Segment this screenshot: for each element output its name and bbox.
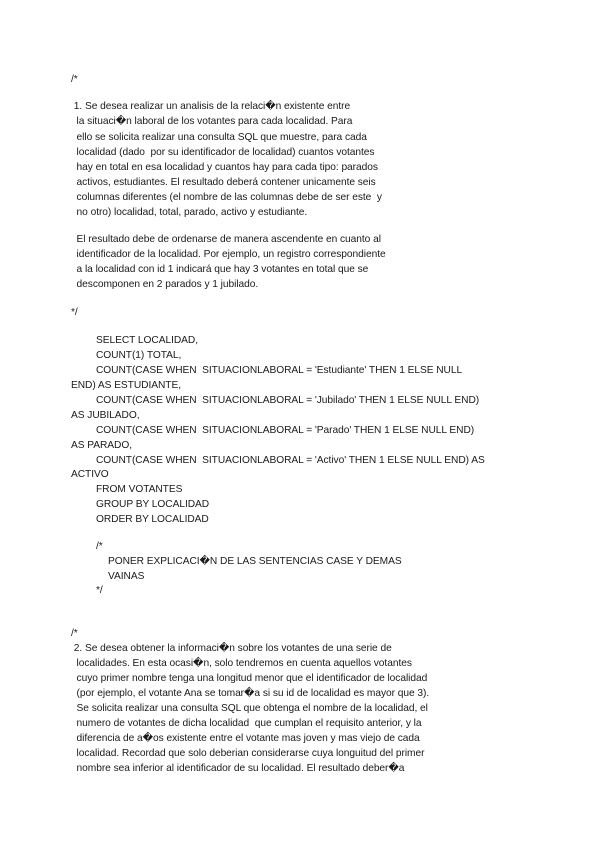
comment-open-2: /* [71, 628, 78, 639]
sql-line: ACTIVO [71, 469, 109, 480]
sql-line: COUNT(CASE WHEN SITUACIONLABORAL = 'Estudiante' THEN 1 ELSE NULL [96, 365, 463, 376]
text-line: a la localidad con id 1 indicará que hay 3 votantes en total que se [71, 264, 369, 275]
text-line: Se solicita realizar una consulta SQL que obtenga el nombre de la localidad, el [71, 703, 428, 714]
text-line: El resultado debe de ordenarse de manera ascendente en cuanto al [71, 234, 381, 245]
text-line: no otro) localidad, total, parado, activo y estudiante. [71, 207, 308, 218]
comment-open-1: /* [71, 74, 78, 85]
text-line: activos, estudiantes. El resultado deberá contener unicamente seis [71, 177, 376, 188]
text-line: 1. Se desea realizar un analisis de la relaci�n existente entre [71, 101, 351, 112]
sql-line: AS JUBILADO, [71, 410, 140, 421]
comment-close-1: */ [71, 307, 78, 318]
text-line: identificador de la localidad. Por ejemplo, un registro correspondiente [71, 249, 386, 260]
text-line: cuyo primer nombre tenga una longitud menor que el identificador de localidad [71, 673, 428, 684]
sql-line: GROUP BY LOCALIDAD [96, 499, 210, 510]
text-line: numero de votantes de dicha localidad que cumplan el requisito anterior, y la [71, 718, 422, 729]
text-line: diferencia de a�os existente entre el votante mas joven y mas viejo de cada [71, 733, 420, 744]
sql-line: ORDER BY LOCALIDAD [96, 514, 209, 525]
text-line: columnas diferentes (el nombre de las columnas debe de ser este y [71, 192, 382, 203]
sql-line: COUNT(CASE WHEN SITUACIONLABORAL = 'Parado' THEN 1 ELSE NULL END) [96, 425, 475, 436]
comment-close-inner: */ [96, 585, 103, 596]
comment-line: PONER EXPLICACI�N DE LAS SENTENCIAS CASE Y DEMAS [108, 556, 402, 567]
sql-line: END) AS ESTUDIANTE, [71, 380, 181, 391]
text-line: hay en total en esa localidad y cuantos hay para cada tipo: parados [71, 162, 378, 173]
comment-line: VAINAS [108, 571, 145, 582]
text-line: ello se solicita realizar una consulta SQL que muestre, para cada [71, 132, 367, 143]
text-line: la situaci�n laboral de los votantes para cada localidad. Para [71, 116, 353, 127]
sql-line: SELECT LOCALIDAD, [96, 335, 199, 346]
text-line: localidades. En esta ocasi�n, solo tendremos en cuenta aquellos votantes [71, 658, 412, 669]
sql-line: COUNT(CASE WHEN SITUACIONLABORAL = 'Activo' THEN 1 ELSE NULL END) AS [96, 455, 485, 466]
text-line: (por ejemplo, el votante Ana se tomar�a si su id de localidad es mayor que 3). [71, 688, 430, 699]
comment-open-inner: /* [96, 541, 103, 552]
sql-line: FROM VOTANTES [96, 484, 183, 495]
sql-line: COUNT(1) TOTAL, [96, 350, 182, 361]
sql-line: COUNT(CASE WHEN SITUACIONLABORAL = 'Jubilado' THEN 1 ELSE NULL END) [96, 395, 480, 406]
sql-line: AS PARADO, [71, 440, 133, 451]
text-line: 2. Se desea obtener la informaci�n sobre los votantes de una serie de [71, 643, 392, 654]
text-line: descomponen en 2 parados y 1 jubilado. [71, 279, 259, 290]
text-line: localidad (dado por su identificador de localidad) cuantos votantes [71, 147, 375, 158]
text-line: localidad. Recordad que solo deberian considerarse cuya longuitud del primer [71, 748, 425, 759]
text-line: nombre sea inferior al identificador de su localidad. El resultado deber�a [71, 763, 405, 774]
